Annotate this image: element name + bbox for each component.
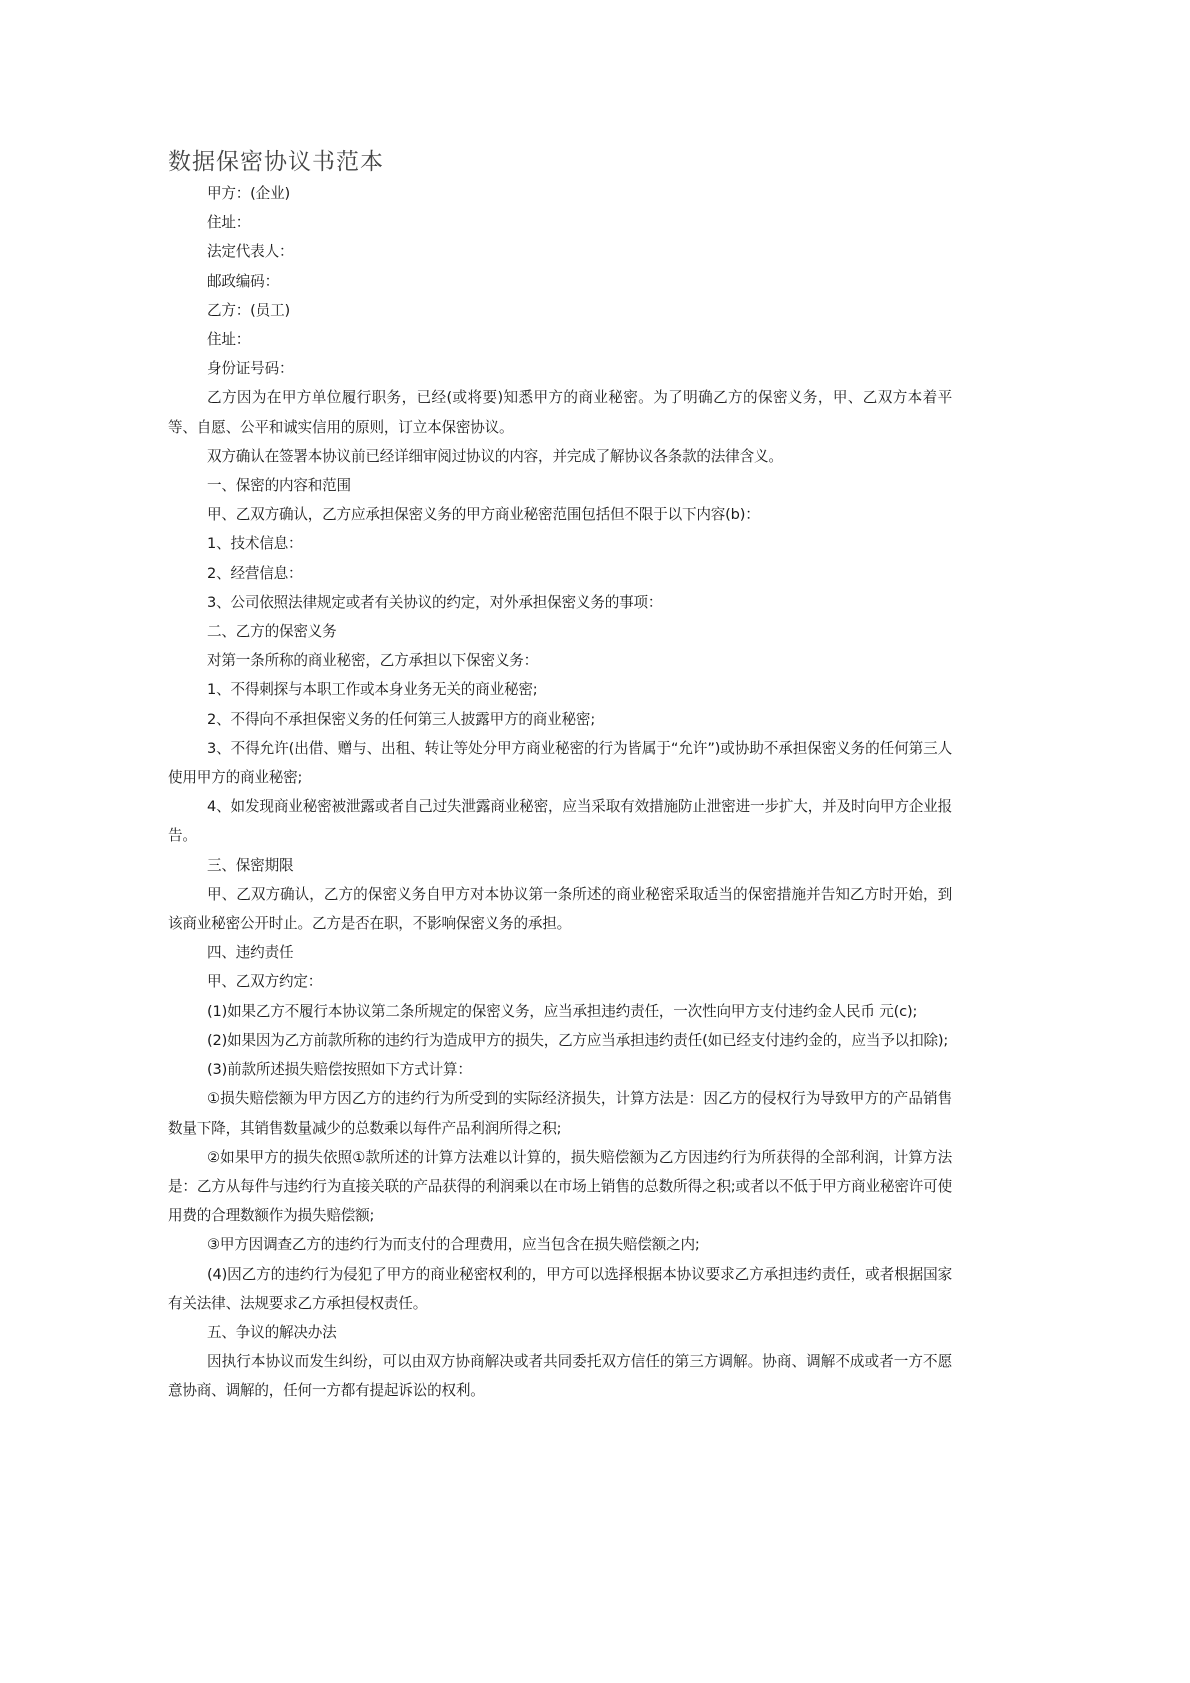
section-4-item-4: (4)因乙方的违约行为侵犯了甲方的商业秘密权利的，甲方可以选择根据本协议要求乙方承担违约责任，或者根据国家有关法律、法规要求乙方承担侵权责任。 (168, 1265, 952, 1312)
id-number-line: 身份证号码： (207, 360, 294, 378)
preamble-paragraph: 乙方因为在甲方单位履行职务，已经(或将要)知悉甲方的商业秘密。为了明确乙方的保密义务，甲、乙双方本着平等、自愿、公平和诚实信用的原则，订立本保密协议。 (168, 389, 952, 436)
document-body (168, 179, 952, 1406)
section-2-item-3: 3、不得允许(出借、赠与、出租、转让等处分甲方商业秘密的行为皆属于“允许”)或协助不承担保密义务的任何第三人使用甲方的商业秘密; (168, 739, 952, 787)
party-a-address-line: 住址： (207, 214, 251, 232)
document-page (168, 146, 952, 1406)
section-1-item-3: 3、公司依照法律规定或者有关协议的约定，对外承担保密义务的事项： (207, 593, 663, 611)
section-4-item-2: (2)如果因为乙方前款所称的违约行为造成甲方的损失，乙方应当承担违约责任(如已经支付违约金的，应当予以扣除); (207, 1031, 949, 1049)
postal-code-line: 邮政编码： (207, 272, 279, 290)
party-b-line: 乙方：(员工) (207, 301, 290, 319)
section-1-item-1: 1、技术信息： (207, 535, 303, 553)
section-heading-1: 一、保密的内容和范围 (207, 477, 351, 495)
section-4-item-3: (3)前款所述损失赔偿按照如下方式计算： (207, 1061, 472, 1079)
section-2-item-4: 4、如发现商业秘密被泄露或者自己过失泄露商业秘密，应当采取有效措施防止泄密进一步扩大，并及时向甲方企业报告。 (168, 798, 952, 845)
confirmation-paragraph: 双方确认在签署本协议前已经详细审阅过协议的内容，并完成了解协议各条款的法律含义。 (207, 447, 783, 465)
section-5-paragraph: 因执行本协议而发生纠纷，可以由双方协商解决或者共同委托双方信任的第三方调解。协商、调解不成或者一方不愿意协商、调解的，任何一方都有提起诉讼的权利。 (168, 1353, 952, 1400)
section-2-paragraph: 对第一条所称的商业秘密，乙方承担以下保密义务： (207, 652, 539, 670)
section-4-item-3-sub-1: ①损失赔偿额为甲方因乙方的违约行为所受到的实际经济损失，计算方法是：因乙方的侵权行为导致甲方的产品销售数量下降，其销售数量减少的总数乘以每件产品利润所得之积; (168, 1090, 952, 1137)
section-heading-5: 五、争议的解决办法 (207, 1323, 337, 1341)
section-4-item-3-sub-3: ③甲方因调查乙方的违约行为而支付的合理费用，应当包含在损失赔偿额之内; (207, 1236, 700, 1254)
section-1-paragraph: 甲、乙双方确认，乙方应承担保密义务的甲方商业秘密范围包括但不限于以下内容(b)： (207, 506, 760, 524)
document-title: 数据保密协议书范本 (168, 149, 384, 175)
section-4-paragraph: 甲、乙双方约定： (207, 973, 323, 991)
party-a-line: 甲方：(企业) (207, 185, 290, 202)
section-1-item-2: 2、经营信息： (207, 564, 303, 582)
section-heading-4: 四、违约责任 (207, 944, 294, 962)
section-4-item-3-sub-2: ②如果甲方的损失依照①款所述的计算方法难以计算的，损失赔偿额为乙方因违约行为所获得的全部利润，计算方法是：乙方从每件与违约行为直接关联的产品获得的利润乘以在市场上销售的总数所得之积;或者以不低于甲方商业秘密许可使用费的合理数额作为损失赔偿额; (168, 1148, 952, 1225)
section-3-paragraph: 甲、乙双方确认，乙方的保密义务自甲方对本协议第一条所述的商业秘密采取适当的保密措施并告知乙方时开始，到该商业秘密公开时止。乙方是否在职，不影响保密义务的承担。 (168, 885, 952, 933)
legal-representative-line: 法定代表人： (207, 243, 294, 261)
section-heading-3: 三、保密期限 (207, 856, 294, 874)
section-4-item-1: (1)如果乙方不履行本协议第二条所规定的保密义务，应当承担违约责任，一次性向甲方支付违约金人民币 元(c); (207, 1002, 918, 1020)
section-2-item-1: 1、不得刺探与本职工作或本身业务无关的商业秘密; (207, 681, 538, 699)
party-b-address-line: 住址： (207, 331, 251, 349)
section-heading-2: 二、乙方的保密义务 (207, 623, 337, 641)
section-2-item-2: 2、不得向不承担保密义务的任何第三人披露甲方的商业秘密; (207, 710, 596, 728)
